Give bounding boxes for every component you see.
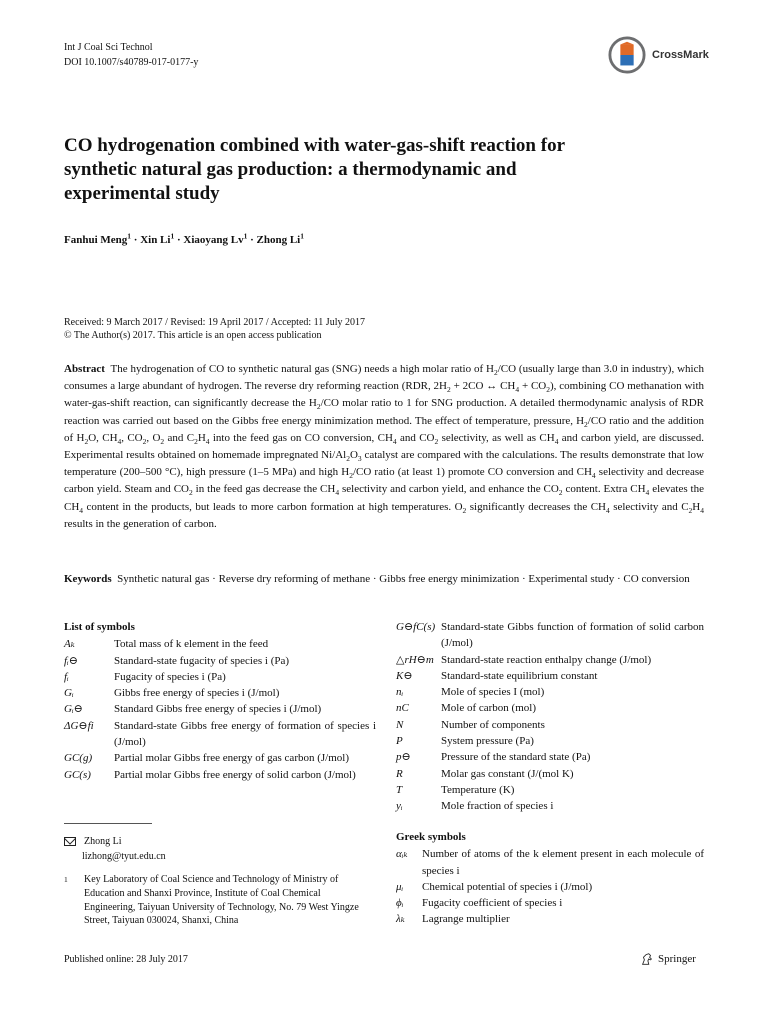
symbol-row [64,685,376,701]
author-list: Fanhui Meng$^1$ · Xin $Li^1$ · Xiaoyang $Lv^1$ · Zhong Li$^1$ [64,231,304,246]
symbol-row [64,653,376,669]
symbol: fᵢ⊖ [64,654,79,667]
footnote-divider [64,823,152,824]
symbol: ϕᵢ [396,897,404,910]
symbol-row [396,911,704,927]
symbol: nC [396,702,409,715]
copyright-line: © The Author(s) 2017. This article is an open access publication [64,330,322,341]
affiliation [64,873,364,928]
symbol-row [64,767,376,783]
greek-symbols-heading: Greek symbols [396,831,466,843]
symbol: nᵢ [396,686,404,699]
doi[interactable]: DOI 10.1007/s40789-017-0177-y [64,57,199,68]
symbol: yᵢ [396,800,403,813]
symbol-definition: Molar gas constant (J/(mol K) [441,767,574,780]
symbols-heading: List of symbols [64,621,135,633]
symbol-definition: System pressure (Pa) [441,735,534,748]
author-affiliation-mark: 1 [127,231,132,241]
corresponding-email[interactable]: lizhong@tyut.edu.cn [82,851,166,862]
symbol-row [64,636,376,652]
symbol: GC(s) [64,768,91,781]
affiliation-text: Key Laboratory of Coal Science and Technology of Ministry of Education and Shanxi Province, Institute of Coal Chemical Engineering, Taiyuan University of Technology, No. 79 West Yingze Street, Taiyuan 030024, Shanxi, China [84,874,359,927]
symbol-row [396,717,704,733]
symbol: αᵢₖ [396,848,408,861]
publisher-logo [640,952,696,966]
symbol: △rH⊖m [396,653,434,666]
symbol: Gᵢ [64,687,74,700]
symbol-row [64,701,376,717]
symbol-row [64,669,376,685]
symbol: K⊖ [396,669,413,682]
author-name[interactable]: Xiaoyang Lv [183,234,244,246]
symbol: μᵢ [396,880,404,893]
symbol-definition: Mole fraction of species i [441,800,554,813]
symbol: Aₖ [64,638,75,651]
symbol-definition: Standard-state reaction enthalpy change (J/mol) [441,653,652,666]
affiliation-number: 1 [64,875,68,884]
symbol-row [396,879,704,895]
symbol-definition: Standard-state Gibbs free energy of formation of species i (J/mol) [114,719,376,749]
symbol: P [396,735,403,748]
symbol-definition: Pressure of the standard state (Pa) [441,751,591,764]
symbol-definition: Partial molar Gibbs free energy of solid carbon (J/mol) [114,768,356,781]
symbol-row [396,798,704,814]
symbol-definition: Fugacity of species i (Pa) [114,670,226,683]
symbol-definition: Mole of species I (mol) [441,686,545,699]
symbol: λₖ [396,913,405,926]
springer-horse-icon [640,952,654,966]
symbol-definition: Number of atoms of the k element present in each molecule of species i [422,848,704,877]
author-affiliation-mark: 1 [170,231,175,241]
article-title: CO hydrogenation combined with water-gas-shift reaction for synthetic natural gas production: a thermodynamic and experimental study [64,135,565,204]
symbol: T [396,783,403,796]
symbol-row [64,750,376,766]
keywords-text: Synthetic natural gas · Reverse dry reforming of methane · Gibbs free energy minimization · Experimental study · CO conversion [117,573,690,585]
abstract: Abstract The hydrogenation of CO to synthetic natural gas (SNG) needs a high molar ratio of $H_2/CO$ (usually large than 3.0 in industry), which consumes a large abundant of hydrogen. The reverse dry reforming reaction (RDR, $2H_2 + 2CO$ ↔ $CH_4 + CO_2$), combining CO methanation with water-gas-shift reaction, can significantly decrease the $H_2/CO$ molar ratio to 1 for SNG production. A detailed thermodynamic analysis of RDR reaction was carried out based on the Gibbs free energy minimization method. The effect of temperature, pressure, $H_2/CO$ ratio and the addition of $H_2O$, $CH_4$, $CO_2$, $O_2$ and $C_2H_4$ into the feed gas on CO conversion, $CH_4$ and $CO_2$ selectivity, as well as $CH_4$ and carbon yield, are discussed. Experimental results obtained on homemade impregnated $Ni/Al_2O_3$ catalyst are compared with the calculations. The results demonstrate that low temperature (200–500 °C), high pressure (1–5 MPa) and high $H_2/CO$ ratio (at least 1) promote CO conversion and $CH_4$ selectivity and decrease carbon yield. Steam and $CO_2$ in the feed gas decrease the $CH_4$ selectivity and carbon yield, and enhance the $CO_2$ content. Extra $CH_4$ elevates the $CH_4$ content in the products, but leads to more carbon formation at high temperatures. $O_2$ significantly decreases the $CH_4$ selectivity and $C_2H_4$ results in the generation of carbon. [64,363,705,530]
symbol-row [396,895,704,911]
symbol-row [64,718,376,751]
received-dates: Received: 9 March 2017 / Revised: 19 April 2017 / Accepted: 11 July 2017 [64,317,365,328]
symbol-definition: Standard-state fugacity of species i (Pa) [114,654,290,667]
publisher-name: Springer [658,953,696,965]
crossmark-icon [608,36,646,74]
author-name[interactable]: Xin Li [140,234,171,246]
symbol-row [396,668,704,684]
symbol: p⊖ [396,751,411,764]
symbol: ΔG⊖fi [64,719,94,732]
symbol-row [396,782,704,798]
greek-symbols-list [396,829,704,928]
symbol-row [396,846,704,879]
symbol-definition: Chemical potential of species i (J/mol) [422,880,593,893]
crossmark-label: CrossMark [652,49,709,61]
journal-name: Int J Coal Sci Technol [64,42,153,53]
crossmark-badge[interactable] [608,36,709,74]
journal-header [64,40,198,70]
symbol-definition: Standard-state equilibrium constant [441,669,598,682]
symbol-row [396,749,704,765]
envelope-icon [64,837,76,846]
correspondence [64,834,166,864]
symbol-definition: Lagrange multiplier [422,913,510,926]
symbol-row [396,733,704,749]
corresponding-author: Zhong Li [84,836,122,847]
symbol: GC(g) [64,752,93,765]
symbols-list-left [64,619,376,783]
symbol-definition: Standard-state Gibbs function of formation of solid carbon (J/mol) [441,621,704,650]
symbol: Gᵢ⊖ [64,703,83,716]
symbol-definition: Mole of carbon (mol) [441,702,536,715]
symbol: N [396,718,404,731]
symbol-row [396,619,704,652]
author-name[interactable]: Fanhui Meng [64,234,128,246]
symbol-definition: Standard Gibbs free energy of species i (J/mol) [114,703,322,716]
symbol-row [396,684,704,700]
keywords-label: Keywords [64,573,112,585]
article-history [64,316,365,342]
symbol: R [396,767,403,780]
symbol-definition: Gibbs free energy of species i (J/mol) [114,687,280,700]
symbol-definition: Number of components [441,718,545,731]
keywords [64,571,704,588]
abstract-label: Abstract [64,363,105,375]
symbol-definition: Temperature (K) [441,783,515,796]
symbol-definition: Partial molar Gibbs free energy of gas carbon (J/mol) [114,752,350,765]
symbol-definition: Total mass of k element in the feed [114,638,269,651]
author-affiliation-mark: 1 [300,231,304,241]
published-date: Published online: 28 July 2017 [64,954,188,965]
symbol-definition: Fugacity coefficient of species i [422,897,563,910]
author-name[interactable]: Zhong Li [256,234,301,246]
symbols-list-right [396,619,704,815]
author-affiliation-mark: 1 [243,231,248,241]
symbol-row [396,766,704,782]
symbol-row [396,700,704,716]
symbol-row [396,652,704,668]
symbol: fᵢ [64,670,69,683]
symbol: G⊖fC(s) [396,621,436,633]
